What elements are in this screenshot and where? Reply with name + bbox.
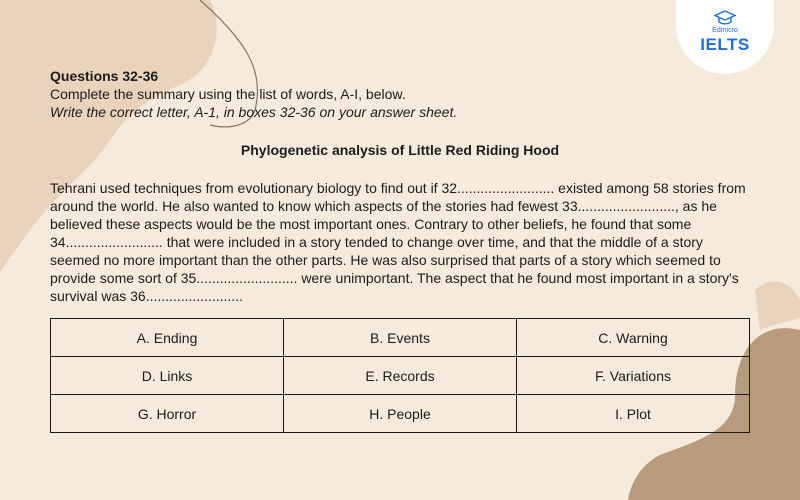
word-option-d: D. Links <box>51 357 284 395</box>
table-row <box>51 357 750 395</box>
word-option-b: B. Events <box>284 319 517 357</box>
word-option-g: G. Horror <box>51 395 284 433</box>
instruction-line-2: Write the correct letter, A-1, in boxes 32-36 on your answer sheet. <box>50 104 458 120</box>
bottom-right-light-blob <box>755 281 800 330</box>
logo-product-text: IELTS <box>700 35 750 54</box>
instruction-line-1: Complete the summary using the list of words, A-I, below. <box>50 86 406 102</box>
word-option-a: A. Ending <box>51 319 284 357</box>
word-list-table <box>50 318 750 433</box>
word-option-h: H. People <box>284 395 517 433</box>
graduation-cap-icon <box>714 10 736 26</box>
word-option-c: C. Warning <box>517 319 750 357</box>
table-row <box>51 395 750 433</box>
word-option-i: I. Plot <box>517 395 750 433</box>
question-content <box>50 67 750 305</box>
table-row <box>51 319 750 357</box>
logo-brand-text: Edmicro <box>712 27 738 34</box>
questions-heading: Questions 32-36 <box>50 68 159 84</box>
word-option-e: E. Records <box>284 357 517 395</box>
passage-title: Phylogenetic analysis of Little Red Riding Hood <box>240 142 560 158</box>
word-option-f: F. Variations <box>517 357 750 395</box>
summary-passage: Tehrani used techniques from evolutionary biology to find out if 32......................... existed among 58 stories from around the world. He also wanted to know which aspects of the stories had fewest 33........................., as he believed these aspects would be the most important ones. Contrary to other beliefs, he found that some 34......................... that were included in a story tended to change over time, and that the middle of a story seemed no more important than the other parts. He was also surprised that parts of a story which seemed to provide some sort of 35.......................... were unimportant. The aspect that he found most important in a story's survival was 36......................... <box>50 180 746 304</box>
